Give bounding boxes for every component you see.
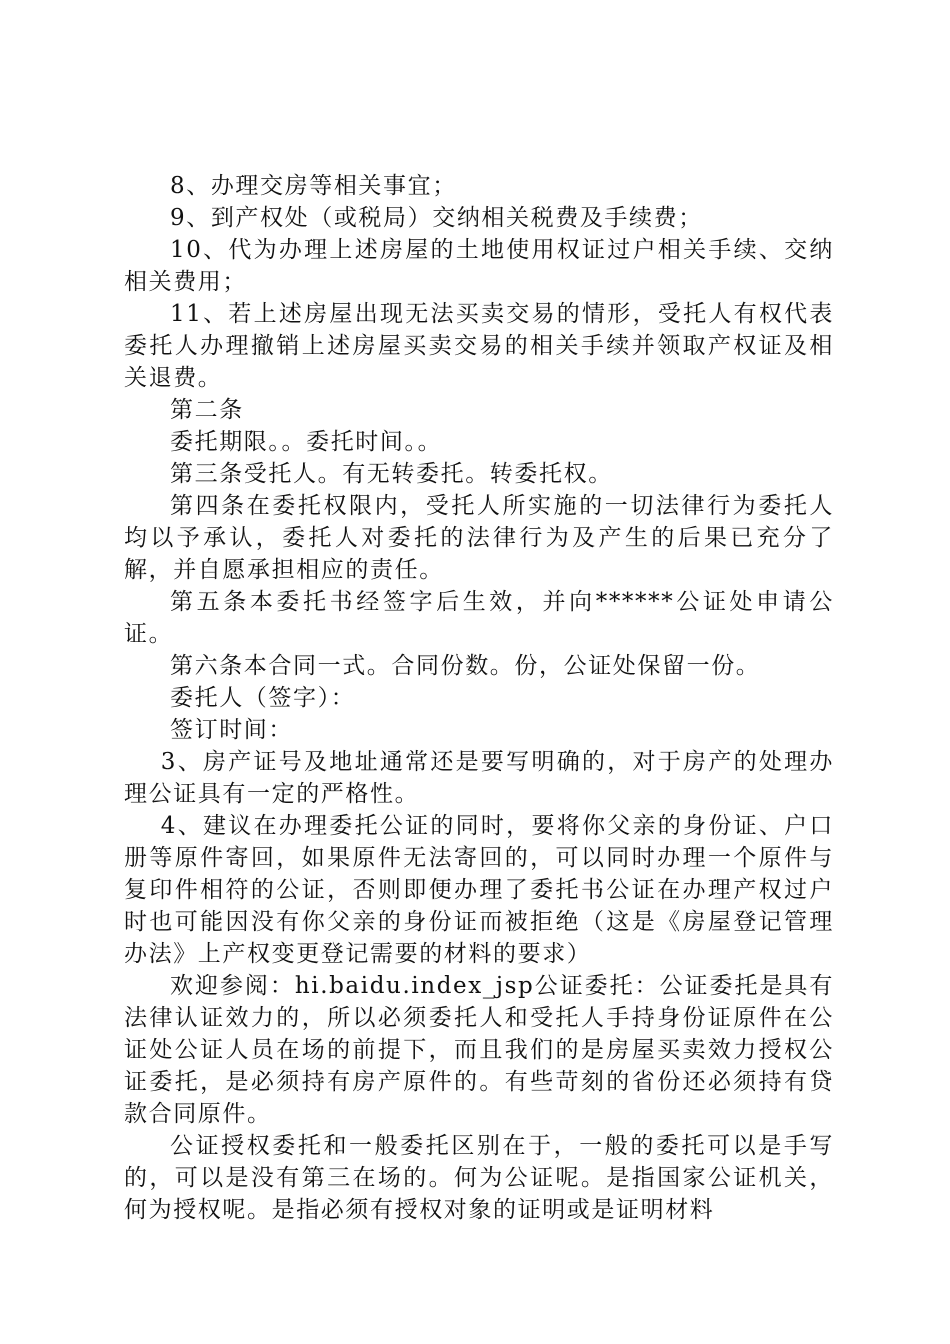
note-item-3: 3、房产证号及地址通常还是要写明确的，对于房产的处理办理公证具有一定的严格性。	[124, 749, 834, 807]
note-item-4: 4、建议在办理委托公证的同时，要将你父亲的身份证、户口册等原件寄回，如果原件无法寄回的，可以同时办理一个原件与复印件相符的公证，否则即便办理了委托书公证在办理产权过户时也可能因没有你父亲的身份证而被拒绝（这是《房屋登记管理办法》上产权变更登记需要的材料的要求）	[124, 813, 834, 967]
article-two-heading: 第二条	[170, 397, 244, 423]
signing-date-line: 签订时间：	[170, 717, 293, 743]
paragraph-item-8: 8、办理交房等相关事宜；	[170, 173, 457, 199]
article-four: 第四条在委托权限内，受托人所实施的一切法律行为委托人均以予承认，委托人对委托的法律行为及产生的后果已充分了解，并自愿承担相应的责任。	[124, 493, 834, 583]
delegation-period: 委托期限。。委托时间。。	[170, 429, 443, 455]
paragraph-item-10: 10、代为办理上述房屋的土地使用权证过户相关手续、交纳相关费用；	[124, 237, 834, 295]
paragraph-item-11: 11、若上述房屋出现无法买卖交易的情形，受托人有权代表委托人办理撤销上述房屋买卖交易的相关手续并领取产权证及相关退费。	[124, 301, 834, 391]
article-six: 第六条本合同一式。合同份数。份，公证处保留一份。	[170, 653, 761, 679]
article-three: 第三条受托人。有无转委托。转委托权。	[170, 461, 613, 487]
principal-signature-line: 委托人（签字）：	[170, 685, 356, 711]
document-body	[124, 170, 834, 1226]
comparison-paragraph: 公证授权委托和一般委托区别在于，一般的委托可以是手写的，可以是没有第三在场的。何为公证呢。是指国家公证机关，何为授权呢。是指必须有授权对象的证明或是证明材料	[124, 1133, 834, 1223]
reference-paragraph: 欢迎参阅：hi.baidu.index_jsp公证委托：公证委托是具有法律认证效力的，所以必须委托人和受托人手持身份证原件在公证处公证人员在场的前提下，而且我们的是房屋买卖效力授权公证委托，是必须持有房产原件的。有些苛刻的省份还必须持有贷款合同原件。	[124, 973, 834, 1127]
paragraph-item-9: 9、到产权处（或税局）交纳相关税费及手续费；	[170, 205, 703, 231]
article-five: 第五条本委托书经签字后生效，并向******公证处申请公证。	[124, 589, 834, 647]
